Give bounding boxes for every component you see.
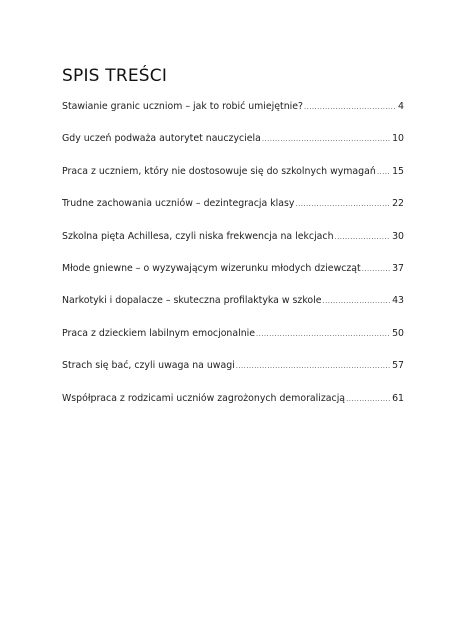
toc-entry-title: Strach się bać, czyli uwaga na uwagi [62, 360, 235, 372]
toc-page-number: 4 [398, 101, 404, 112]
toc-page-number: 15 [392, 165, 404, 177]
toc-entry [62, 328, 404, 360]
toc-page-number: 57 [392, 360, 404, 372]
toc-entry-title: Gdy uczeń podważa autorytet nauczyciela [62, 133, 261, 145]
toc-entry [62, 101, 404, 133]
toc-dot-leader [377, 166, 390, 178]
toc-dot-leader [323, 295, 391, 307]
table-of-contents [62, 101, 404, 425]
toc-page-number: 43 [392, 295, 404, 307]
toc-entry-title: Narkotyki i dopalacze – skuteczna profilaktyka w szkole [62, 295, 322, 307]
toc-dot-leader [335, 231, 391, 243]
toc-entry [62, 231, 404, 263]
toc-dot-leader [262, 133, 390, 145]
toc-dot-leader [295, 198, 390, 210]
toc-entry-title: Młode gniewne – o wyzywającym wizerunku młodych dziewcząt [62, 262, 361, 274]
toc-dot-leader [236, 360, 390, 372]
toc-entry [62, 166, 404, 198]
toc-entry [62, 133, 404, 165]
toc-entry [62, 360, 404, 392]
toc-entry [62, 198, 404, 230]
toc-entry [62, 393, 404, 425]
toc-entry-title: Współpraca z rodzicami uczniów zagrożonych demoralizacją [62, 392, 346, 404]
toc-page-number: 30 [392, 230, 404, 242]
toc-entry [62, 263, 404, 295]
toc-entry-title: Praca z dzieckiem labilnym emocjonalnie [62, 327, 256, 339]
toc-entry-title: Praca z uczniem, który nie dostosowuje się do szkolnych wymagań [62, 165, 376, 177]
toc-dot-leader [362, 263, 390, 275]
toc-page-number: 10 [392, 133, 404, 145]
page-title: SPIS TREŚCI [62, 66, 168, 86]
toc-entry-title: Trudne zachowania uczniów – dezintegracja klasy [62, 198, 295, 210]
toc-entry-title: Stawianie granic uczniom – jak to robić umiejętnie? [62, 101, 304, 112]
toc-dot-leader [346, 393, 390, 405]
toc-entry-title: Szkolna pięta Achillesa, czyli niska frekwencja na lekcjach [62, 230, 334, 242]
toc-page-number: 61 [392, 392, 404, 404]
toc-page-number: 22 [392, 198, 404, 210]
toc-dot-leader [304, 101, 396, 113]
toc-page-number: 37 [392, 262, 404, 274]
toc-entry [62, 295, 404, 327]
toc-page-number: 50 [392, 327, 404, 339]
toc-dot-leader [256, 328, 390, 340]
